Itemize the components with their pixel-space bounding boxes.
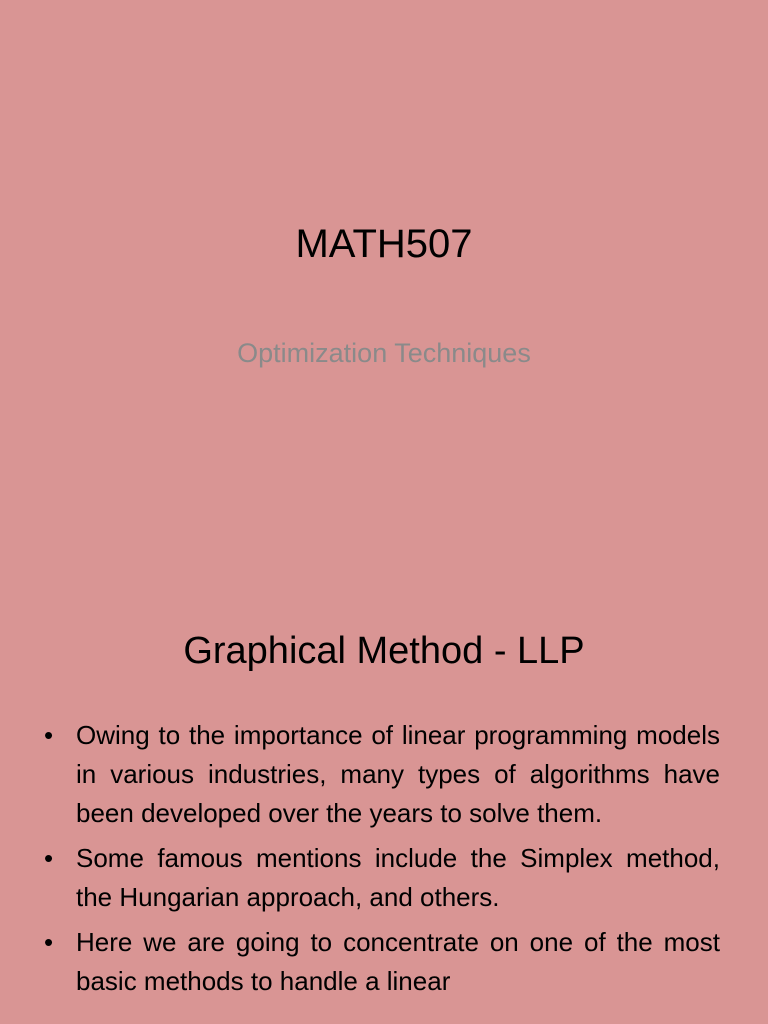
bullet-icon: •	[44, 927, 54, 957]
course-subtitle: Optimization Techniques	[237, 338, 531, 368]
bullet-text-2: Some famous mentions include the Simplex method, the Hungarian approach, and others.	[76, 843, 720, 912]
bullet-item-1	[0, 716, 768, 833]
bullet-item-2	[0, 839, 768, 917]
content-slide	[0, 576, 768, 1024]
bullet-icon: •	[44, 720, 54, 750]
bullet-item-3	[0, 923, 768, 1001]
content-slide-heading: Graphical Method - LLP	[183, 630, 585, 672]
course-code-title: MATH507	[295, 222, 473, 266]
bullet-text-3: Here we are going to concentrate on one of the most basic methods to handle a linear	[76, 927, 720, 996]
bullet-icon: •	[44, 843, 54, 873]
bullet-list	[0, 716, 768, 1007]
bullet-text-1: Owing to the importance of linear programming models in various industries, many types of algorithms have been developed over the years to solve them.	[76, 720, 720, 828]
